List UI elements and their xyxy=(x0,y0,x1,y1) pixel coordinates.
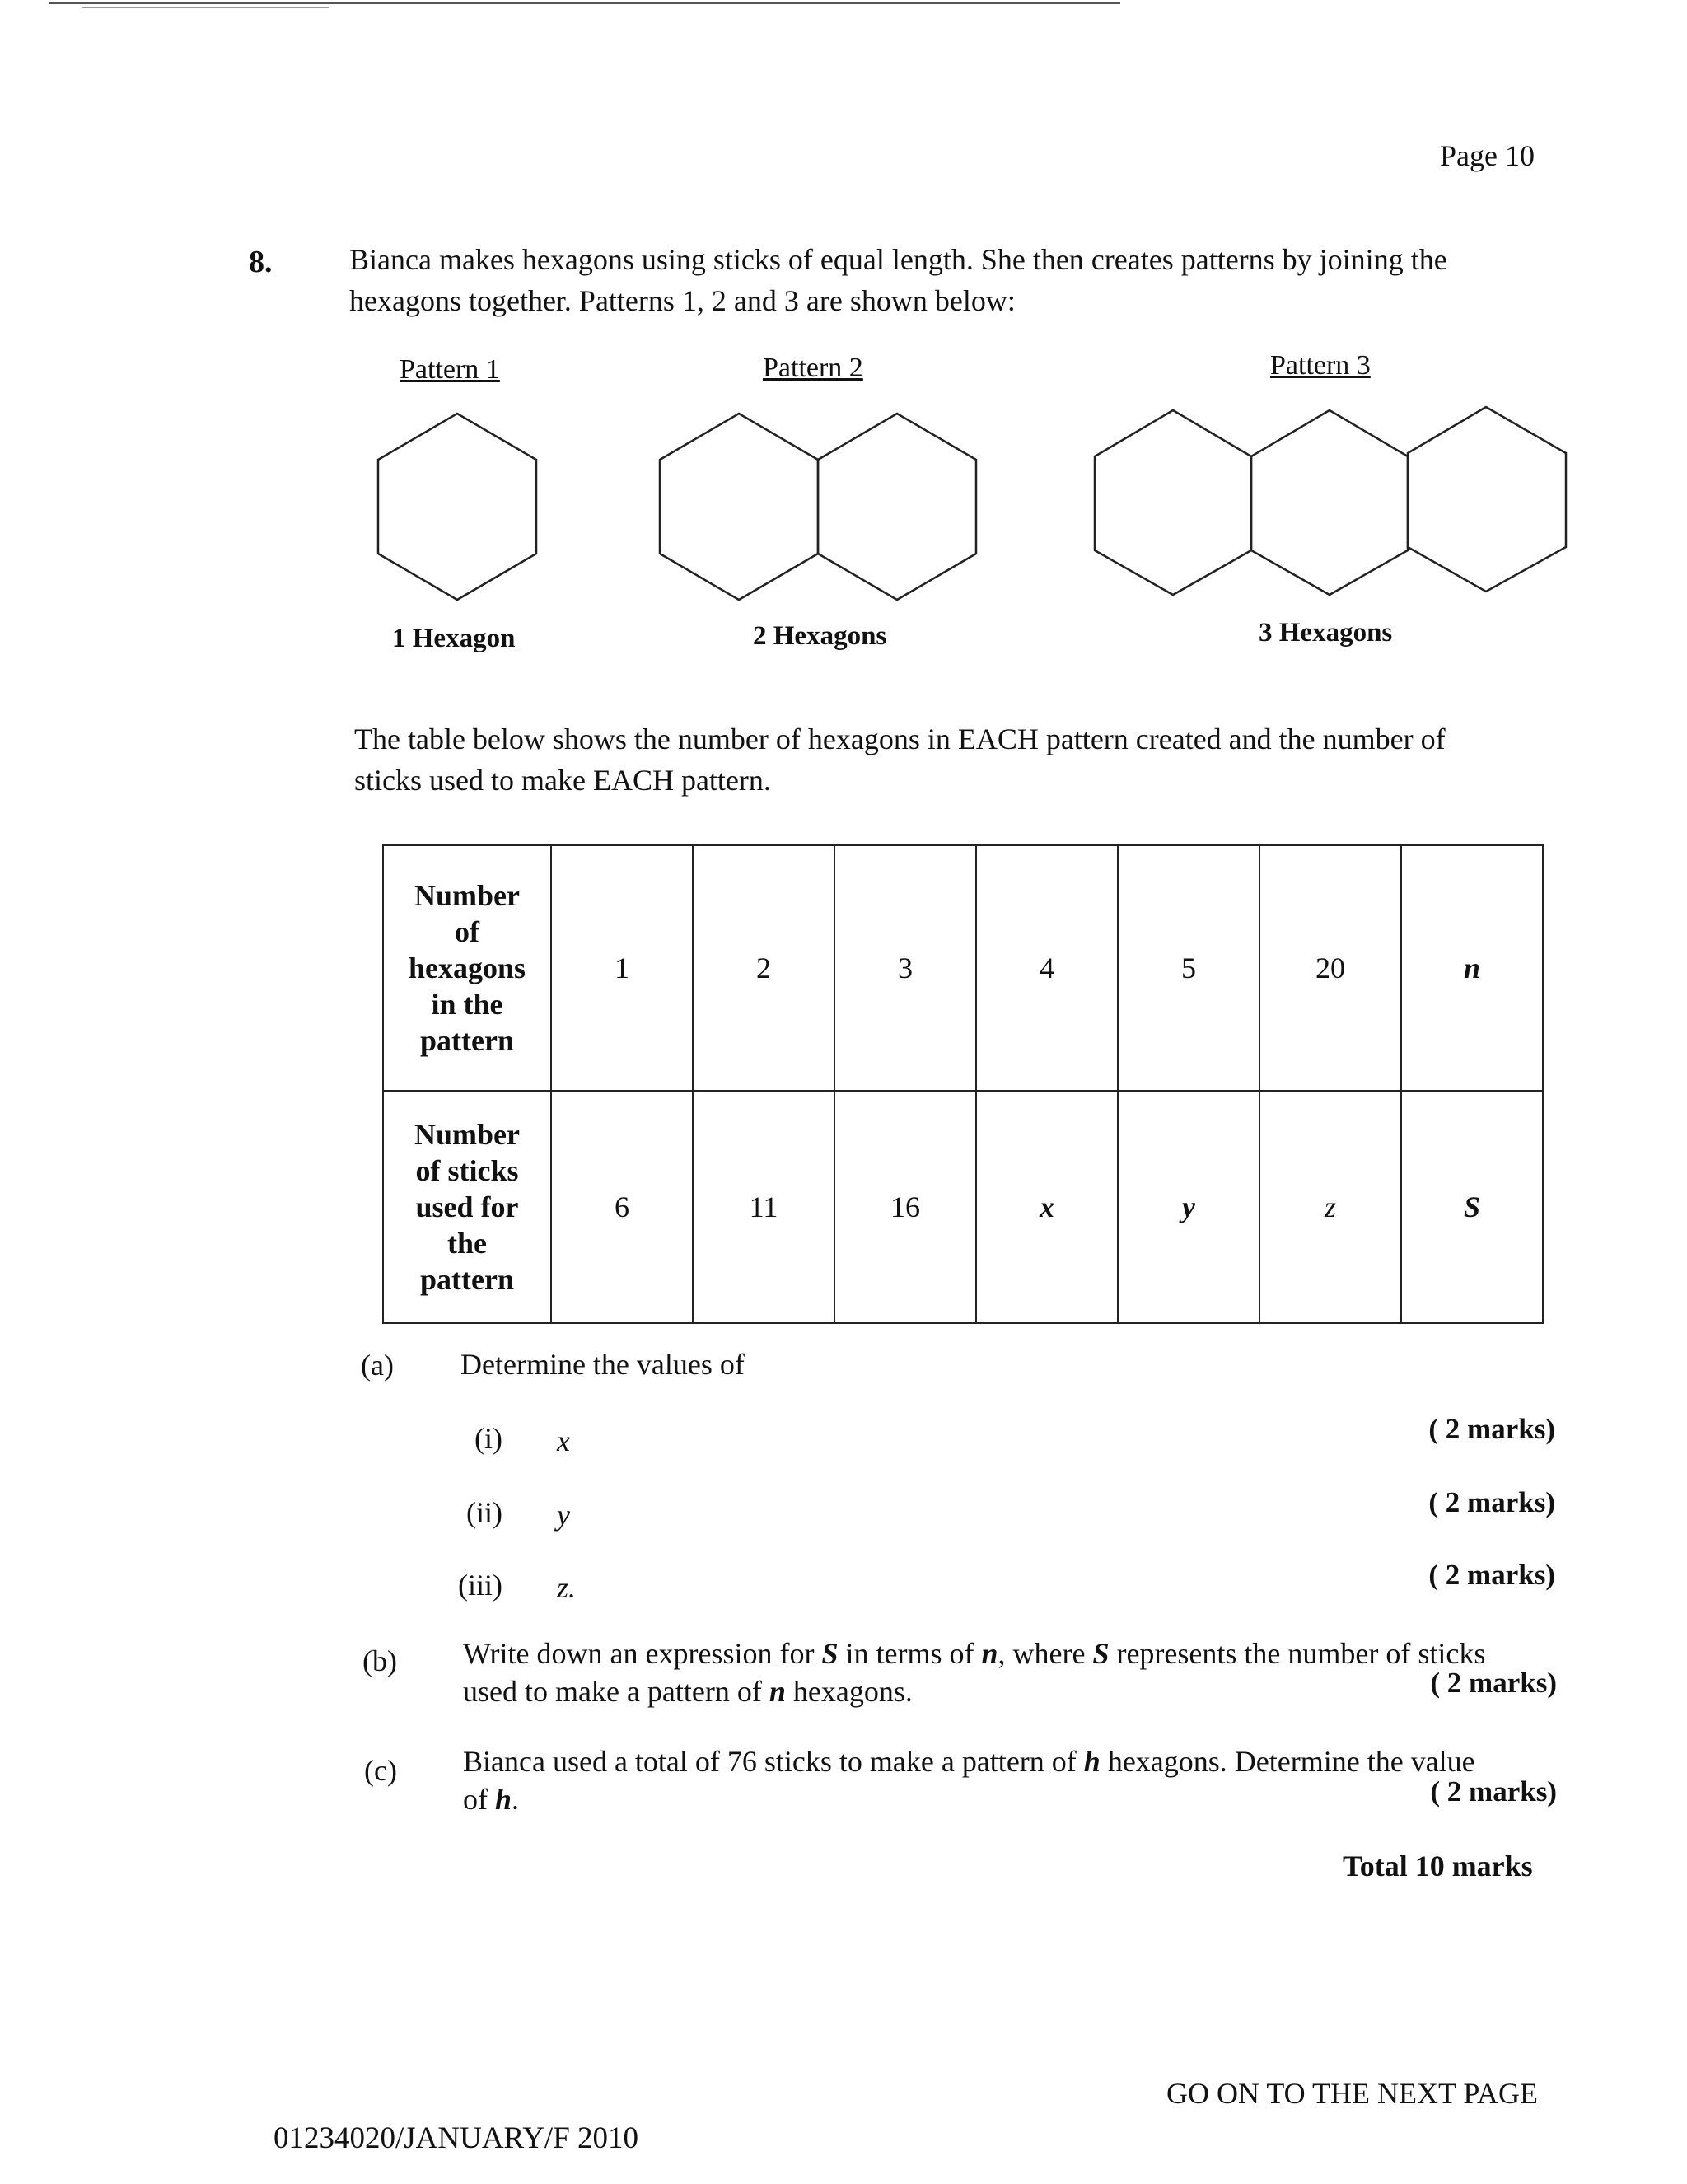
table-cell: S xyxy=(1401,1091,1543,1323)
page-number: Page 10 xyxy=(1440,139,1535,172)
part-a-i-label: (i) xyxy=(474,1422,502,1455)
go-to-next-page: GO ON TO THE NEXT PAGE xyxy=(1166,2077,1539,2110)
hexagon-sticks-table xyxy=(382,844,1544,1324)
total-marks: Total 10 marks xyxy=(1343,1850,1533,1882)
table-row-sticks xyxy=(383,1091,1543,1323)
table-cell: 6 xyxy=(551,1091,693,1323)
question-number: 8. xyxy=(249,245,273,279)
table-cell: 1 xyxy=(551,845,693,1091)
part-a-ii-var: y xyxy=(557,1499,570,1532)
part-c-label: (c) xyxy=(364,1754,397,1787)
paper-code: 01234020/JANUARY/F 2010 xyxy=(273,2121,639,2155)
part-a-ii-label: (ii) xyxy=(466,1496,502,1529)
pattern-3-label: 3 Hexagons xyxy=(1259,618,1393,648)
part-c-marks: ( 2 marks) xyxy=(1430,1775,1557,1808)
part-c-line-2: of h. xyxy=(463,1783,520,1816)
table-cell: 20 xyxy=(1259,845,1401,1091)
part-b-line-1: Write down an expression for S in terms of n, where S represents the number of sticks xyxy=(463,1637,1486,1670)
table-cell: z xyxy=(1259,1091,1401,1323)
table-intro-line-2: sticks used to make EACH pattern. xyxy=(354,764,771,797)
part-a-i-marks: ( 2 marks) xyxy=(1428,1413,1555,1445)
row-header-sticks: Number of sticks used for the pattern xyxy=(383,1091,551,1323)
pattern-2-title: Pattern 2 xyxy=(763,353,863,383)
question-line-1: Bianca makes hexagons using sticks of equal length. She then creates patterns by joining the xyxy=(349,243,1447,276)
pattern-3-title: Pattern 3 xyxy=(1270,350,1371,381)
pattern-1-title: Pattern 1 xyxy=(400,354,500,385)
table-cell: y xyxy=(1118,1091,1259,1323)
part-a-text: Determine the values of xyxy=(460,1348,745,1381)
table-cell: x xyxy=(976,1091,1118,1323)
pattern-2-label: 2 Hexagons xyxy=(753,621,887,651)
table-intro-line-1: The table below shows the number of hexagons in EACH pattern created and the number of xyxy=(354,723,1446,755)
part-a-iii-var: z. xyxy=(557,1571,577,1604)
part-a-iii-label: (iii) xyxy=(458,1569,502,1602)
part-b-marks: ( 2 marks) xyxy=(1430,1667,1557,1699)
table-cell: 4 xyxy=(976,845,1118,1091)
table-cell: 16 xyxy=(834,1091,976,1323)
part-a-ii-marks: ( 2 marks) xyxy=(1428,1486,1555,1518)
part-a-label: (a) xyxy=(361,1349,394,1382)
hexagon-shape xyxy=(1251,410,1408,595)
part-a-i-var: x xyxy=(557,1424,570,1457)
table-cell: 5 xyxy=(1118,845,1259,1091)
table-cell: n xyxy=(1401,845,1543,1091)
part-a-iii-marks: ( 2 marks) xyxy=(1428,1559,1555,1591)
hexagon-shape xyxy=(1095,410,1251,595)
part-b-label: (b) xyxy=(362,1644,397,1677)
table-cell: 11 xyxy=(693,1091,834,1323)
table-intro-text xyxy=(354,718,1557,801)
table-row-hexagons xyxy=(383,845,1543,1091)
pattern-1-label: 1 Hexagon xyxy=(392,624,516,653)
part-c-line-1: Bianca used a total of 76 sticks to make a pattern of h hexagons. Determine the value xyxy=(463,1745,1475,1778)
row-header-hexagons: Number of hexagons in the pattern xyxy=(383,845,551,1091)
hexagon-shape xyxy=(1408,407,1566,592)
table-cell: 2 xyxy=(693,845,834,1091)
question-line-2: hexagons together. Patterns 1, 2 and 3 are shown below: xyxy=(349,284,1016,317)
pattern-3-figure xyxy=(0,0,1687,659)
table-cell: 3 xyxy=(834,845,976,1091)
part-b-line-2: used to make a pattern of n hexagons. xyxy=(463,1675,913,1708)
